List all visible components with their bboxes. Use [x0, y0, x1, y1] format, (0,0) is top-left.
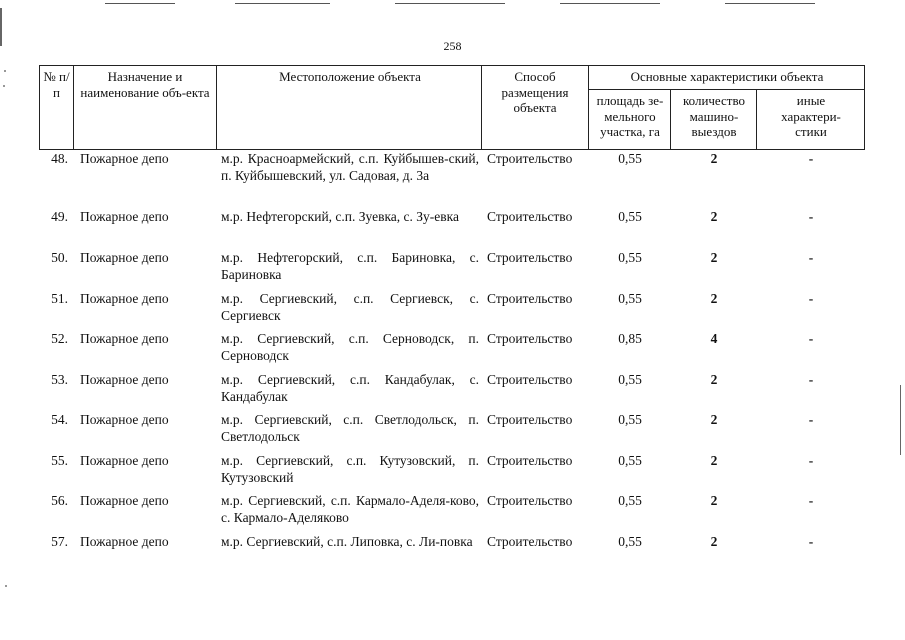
- land-area: 0,85: [618, 331, 642, 346]
- vehicle-count: 2: [710, 291, 718, 306]
- other-characteristics: -: [808, 372, 814, 387]
- vehicle-count: 2: [710, 250, 718, 265]
- object-name: Пожарное депо: [80, 493, 169, 508]
- row-number: 54.: [51, 412, 68, 427]
- object-name: Пожарное депо: [80, 331, 169, 346]
- land-area: 0,55: [618, 493, 642, 508]
- vehicle-count: 2: [710, 412, 718, 427]
- header-vehicles: количество машино-выездов: [682, 93, 746, 139]
- scan-speck: [4, 70, 6, 72]
- object-name: Пожарное депо: [80, 412, 169, 427]
- object-location: м.р. Сергиевский, с.п. Светлодольск, п. Светлодольск: [221, 412, 479, 444]
- scan-edge-line: [560, 3, 660, 4]
- row-number: 50.: [51, 250, 68, 265]
- header-method: Способ размещения объекта: [501, 69, 569, 115]
- other-characteristics: -: [808, 250, 814, 265]
- object-name: Пожарное депо: [80, 534, 169, 549]
- land-area: 0,55: [618, 412, 642, 427]
- other-characteristics: -: [808, 412, 814, 427]
- object-location: м.р. Сергиевский, с.п. Липовка, с. Ли-повка: [221, 534, 473, 549]
- object-name: Пожарное депо: [80, 209, 169, 224]
- object-location: м.р. Красноармейский, с.п. Куйбышев-ский, п. Куйбышевский, ул. Садовая, д. 3а: [221, 151, 479, 183]
- object-location: м.р. Сергиевский, с.п. Кандабулак, с. Кандабулак: [221, 372, 479, 404]
- scan-edge-mark: [900, 385, 901, 455]
- object-location: м.р. Сергиевский, с.п. Сергиевск, с. Сергиевск: [221, 291, 479, 323]
- land-area: 0,55: [618, 151, 642, 166]
- land-area: 0,55: [618, 209, 642, 224]
- other-characteristics: -: [808, 534, 814, 549]
- vehicle-count: 4: [710, 331, 718, 346]
- header-area: площадь зе-мельного участка, га: [596, 93, 664, 139]
- placement-method: Строительство: [487, 493, 573, 508]
- header-num: № п/п: [43, 69, 70, 100]
- row-number: 55.: [51, 453, 68, 468]
- other-characteristics: -: [808, 209, 814, 224]
- row-number: 56.: [51, 493, 68, 508]
- land-area: 0,55: [618, 534, 642, 549]
- scan-speck: [3, 85, 5, 87]
- land-area: 0,55: [618, 250, 642, 265]
- vehicle-count: 2: [710, 372, 718, 387]
- object-location: м.р. Сергиевский, с.п. Серноводск, п. Серноводск: [221, 331, 479, 363]
- object-name: Пожарное депо: [80, 151, 169, 166]
- vehicle-count: 2: [710, 534, 718, 549]
- scan-edge-line: [725, 3, 815, 4]
- scan-edge-line: [235, 3, 330, 4]
- land-area: 0,55: [618, 291, 642, 306]
- placement-method: Строительство: [487, 331, 573, 346]
- placement-method: Строительство: [487, 453, 573, 468]
- placement-method: Строительство: [487, 151, 573, 166]
- row-number: 52.: [51, 331, 68, 346]
- row-number: 57.: [51, 534, 68, 549]
- header-other: иные характери-стики: [781, 93, 841, 139]
- placement-method: Строительство: [487, 291, 573, 306]
- object-location: м.р. Нефтегорский, с.п. Бариновка, с. Бариновка: [221, 250, 479, 282]
- other-characteristics: -: [808, 453, 814, 468]
- object-location: м.р. Сергиевский, с.п. Кармало-Аделя-ково, с. Кармало-Аделяково: [221, 493, 479, 525]
- other-characteristics: -: [808, 331, 814, 346]
- object-location: м.р. Нефтегорский, с.п. Зуевка, с. Зу-евка: [221, 209, 460, 224]
- land-area: 0,55: [618, 372, 642, 387]
- row-number: 53.: [51, 372, 68, 387]
- land-area: 0,55: [618, 453, 642, 468]
- placement-method: Строительство: [487, 534, 573, 549]
- other-characteristics: -: [808, 151, 814, 166]
- other-characteristics: -: [808, 493, 814, 508]
- placement-method: Строительство: [487, 412, 573, 427]
- scan-edge-line: [395, 3, 505, 4]
- other-characteristics: -: [808, 291, 814, 306]
- vehicle-count: 2: [710, 209, 718, 224]
- table-header: [39, 65, 865, 150]
- placement-method: Строительство: [487, 372, 573, 387]
- placement-method: Строительство: [487, 250, 573, 265]
- header-name: Назначение и наименование объ-екта: [80, 69, 210, 100]
- object-name: Пожарное депо: [80, 453, 169, 468]
- row-number: 48.: [51, 151, 68, 166]
- row-number: 51.: [51, 291, 68, 306]
- object-name: Пожарное депо: [80, 372, 169, 387]
- header-location: Местоположение объекта: [279, 69, 421, 84]
- page-number: 258: [443, 39, 462, 53]
- vehicle-count: 2: [710, 453, 718, 468]
- header-characteristics: Основные характеристики объекта: [630, 69, 824, 84]
- object-name: Пожарное депо: [80, 291, 169, 306]
- scan-speck: [5, 585, 7, 587]
- vehicle-count: 2: [710, 493, 718, 508]
- scan-edge-line: [105, 3, 175, 4]
- object-location: м.р. Сергиевский, с.п. Кутузовский, п. Кутузовский: [221, 453, 479, 485]
- row-number: 49.: [51, 209, 68, 224]
- placement-method: Строительство: [487, 209, 573, 224]
- vehicle-count: 2: [710, 151, 718, 166]
- object-name: Пожарное депо: [80, 250, 169, 265]
